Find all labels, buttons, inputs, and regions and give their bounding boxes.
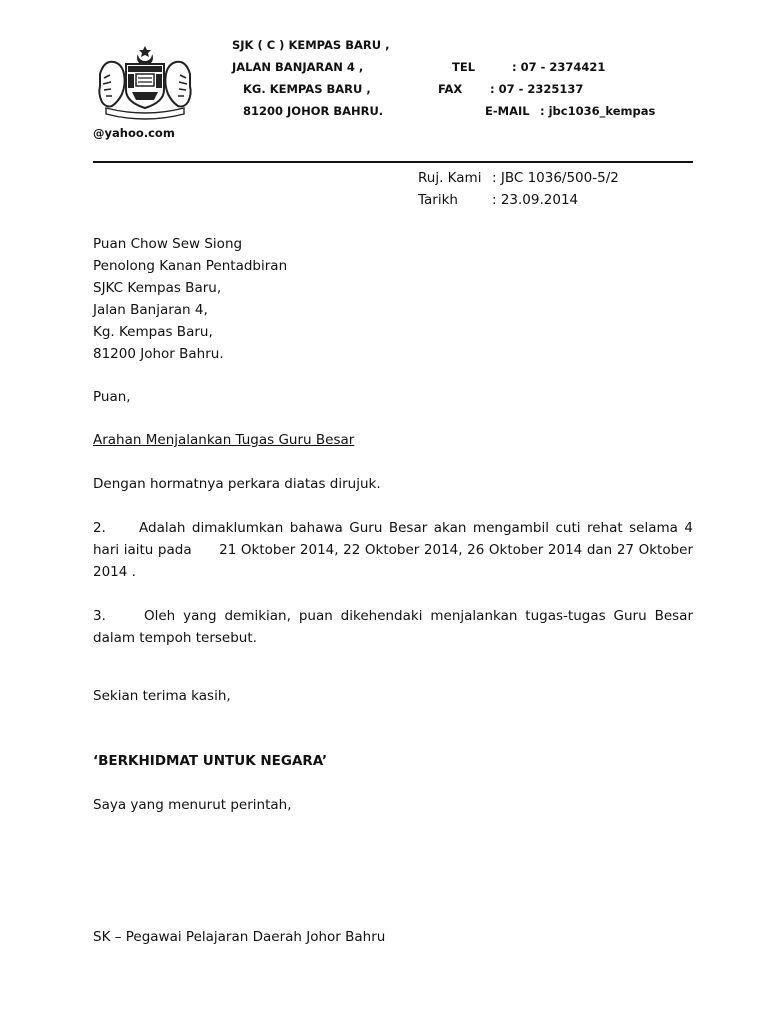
paragraph-2-number: 2. xyxy=(93,520,106,536)
recipient-name: Puan Chow Sew Siong xyxy=(93,236,243,252)
recipient-address-line: Jalan Banjaran 4, xyxy=(93,302,208,318)
date-label: Tarikh xyxy=(418,192,458,208)
closing-line: Sekian terima kasih, xyxy=(93,688,231,704)
date-value: : 23.09.2014 xyxy=(492,192,579,208)
salutation: Puan, xyxy=(93,389,131,405)
paragraph-2 xyxy=(93,517,698,583)
paragraph-3 xyxy=(93,605,693,649)
recipient-address-line: SJKC Kempas Baru, xyxy=(93,280,222,296)
sign-off: Saya yang menurut perintah, xyxy=(93,797,292,813)
subject-heading: Arahan Menjalankan Tugas Guru Besar xyxy=(93,432,355,448)
address-line-3: 81200 JOHOR BAHRU. xyxy=(243,104,384,118)
address-line-1: JALAN BANJARAN 4 , xyxy=(232,60,364,74)
fax-value: : 07 - 2325137 xyxy=(490,82,584,96)
carbon-copy: SK – Pegawai Pelajaran Daerah Johor Bahru xyxy=(93,929,386,945)
address-line-2: KG. KEMPAS BARU , xyxy=(243,82,371,96)
email-label: E-MAIL xyxy=(485,104,530,118)
school-name: SJK ( C ) KEMPAS BARU , xyxy=(232,38,390,52)
email-value: : jbc1036_kempas xyxy=(540,104,656,118)
recipient-address-line: Kg. Kempas Baru, xyxy=(93,324,213,340)
reference-value: : JBC 1036/500-5/2 xyxy=(492,170,619,186)
paragraph-2-text: Adalah dimaklumkan bahawa Guru Besar akan mengambil cuti rehat selama 4 hari iaitu pada 21 Oktober 2014, 22 Oktober 2014, 26 Oktober 2014 dan 27 Oktober 2014 . xyxy=(93,520,698,580)
fax-label: FAX xyxy=(438,82,463,96)
opening-line: Dengan hormatnya perkara diatas dirujuk. xyxy=(93,476,381,492)
paragraph-3-number: 3. xyxy=(93,608,106,624)
tel-value: : 07 - 2374421 xyxy=(512,60,606,74)
motto: ‘BERKHIDMAT UNTUK NEGARA’ xyxy=(93,753,328,769)
coat-of-arms-logo xyxy=(92,44,198,120)
tel-label: TEL xyxy=(452,60,476,74)
header-divider xyxy=(93,161,693,163)
email-continuation: @yahoo.com xyxy=(93,126,175,140)
recipient-address-line: 81200 Johor Bahru. xyxy=(93,346,224,362)
recipient-title: Penolong Kanan Pentadbiran xyxy=(93,258,288,274)
paragraph-3-text: Oleh yang demikian, puan dikehendaki menjalankan tugas-tugas Guru Besar dalam tempoh tersebut. xyxy=(93,608,693,646)
reference-label: Ruj. Kami xyxy=(418,170,482,186)
